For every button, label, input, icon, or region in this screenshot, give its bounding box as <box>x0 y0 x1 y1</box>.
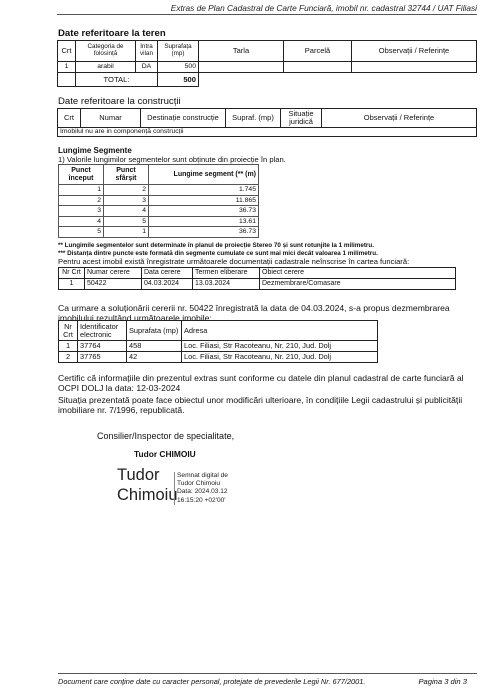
teren-header: Intra vilan <box>136 41 158 62</box>
documentatii-table <box>58 267 456 290</box>
constructii-header: Destinație construcție <box>141 109 226 128</box>
segmente-note: ** Lungimile segmentelor sunt determinate în planul de proiecție Stereo 70 și sunt rotunjite la 1 milimetru. <box>58 242 374 249</box>
signer-name: Tudor CHIMOIU <box>134 449 196 459</box>
documentatii-intro: Pentru acest imobil există înregistrate următoarele documentații cadastrale neînscrise în cartea funciară: <box>58 257 410 266</box>
table-row: 1 37764 458 Loc. Filiasi, Str Racoteanu, Nr. 210, Jud. Dolj <box>59 341 378 352</box>
teren-header: Observații / Referințe <box>352 41 477 62</box>
imobile-header: Nr Crt <box>59 321 78 341</box>
table-row: 3 4 36.73 <box>59 206 259 217</box>
table-row: 5 1 36.73 <box>59 227 259 238</box>
segmente-subtitle: 1) Valorile lungimilor segmentelor sunt obținute din proiecție în plan. <box>58 155 286 164</box>
teren-header: Categoria de folosință <box>76 41 136 62</box>
constructii-title: Date referitoare la construcții <box>58 96 181 107</box>
documentatii-header: Numar cerere <box>85 268 142 279</box>
segmente-header: Lungime segment (** (m) <box>149 165 259 185</box>
imobile-header: Adresa <box>182 321 378 341</box>
teren-total-value: 500 <box>158 73 199 87</box>
constructii-header: Supraf. (mp) <box>226 109 281 128</box>
segmente-title: Lungime Segmente <box>58 146 132 155</box>
constructii-empty-message: Imobilul nu are in componență construcții <box>58 128 477 137</box>
solutionare-text: Ca urmare a soluționării cererii nr. 50422 înregistrată la data de 04.03.2024, s-a propus dezmembrarea imobilului rezultând următoarele imobile: <box>58 303 450 324</box>
page-header: Extras de Plan Cadastral de Carte Funciară, imobil nr. cadastral 32744 / UAT Filiasi <box>170 3 477 13</box>
segmente-header: Punct sfârșit <box>104 165 149 185</box>
table-row: 2 37765 42 Loc. Filiasi, Str Racoteanu, Nr. 210, Jud. Dolj <box>59 352 378 363</box>
documentatii-header: Obiect cerere <box>260 268 456 279</box>
certificare-text: Certific că informațiile din prezentul extras sunt conforme cu datele din planul cadastral de carte funciară al OCPI DOLJ la data: 12-03-2024 <box>58 373 464 394</box>
segmente-header: Punct început <box>59 165 104 185</box>
constructii-header: Numar <box>81 109 141 128</box>
teren-header: Crt <box>58 41 76 62</box>
documentatii-header: Nr Crt <box>59 268 85 279</box>
imobile-header: Identificator electronic <box>78 321 127 341</box>
situatie-text: Situația prezentată poate face obiectul unor modificări ulterioare, în condițiile Legii cadastrului și publicității imobiliare nr. 7/1996, republicată. <box>58 395 463 416</box>
documentatii-header: Termen eliberare <box>193 268 260 279</box>
table-row: 1 arabil DA 500 <box>58 62 477 73</box>
table-row: 2 3 11.865 <box>59 195 259 206</box>
digital-signature-meta: Semnat digital de Tudor Chimoiu Data: 2024.03.12 16:15:20 +02'00' <box>174 472 228 505</box>
table-row: 1 2 1.745 <box>59 185 259 196</box>
imobile-header: Suprafata (mp) <box>127 321 182 341</box>
documentatii-header: Data cerere <box>142 268 193 279</box>
constructii-header: Crt <box>58 109 81 128</box>
teren-title: Date referitoare la teren <box>58 28 166 39</box>
footer-disclaimer: Document care conține date cu caracter personal, protejate de prevederile Legii Nr. 677/2001. <box>58 677 366 686</box>
segmente-note: *** Distanța dintre puncte este formată din segmente cumulate ce sunt mai mici decât valoarea 1 milimetru. <box>58 250 378 257</box>
footer-rule <box>58 673 477 674</box>
digital-signature-first: Tudor <box>117 466 160 484</box>
teren-header: Tarla <box>199 41 284 62</box>
table-row: 1 50422 04.03.2024 13.03.2024 Dezmembrare/Comasare <box>59 279 456 290</box>
table-row: 4 5 13.61 <box>59 216 259 227</box>
segmente-table <box>58 164 259 238</box>
teren-header: Suprafața (mp) <box>158 41 199 62</box>
constructii-table <box>57 108 477 137</box>
teren-total-label: TOTAL: <box>76 73 158 87</box>
constructii-header: Situație juridică <box>281 109 322 128</box>
teren-total-row <box>58 73 477 87</box>
imobile-table <box>58 320 378 363</box>
teren-header: Parcelă <box>284 41 352 62</box>
signer-role: Consilier/Inspector de specialitate, <box>97 431 235 441</box>
page-number: Pagina 3 din 3 <box>418 677 467 686</box>
constructii-header: Observații / Referințe <box>322 109 477 128</box>
teren-table <box>57 40 477 87</box>
header-rule <box>57 14 477 15</box>
digital-signature-last: Chimoiu <box>117 486 178 504</box>
